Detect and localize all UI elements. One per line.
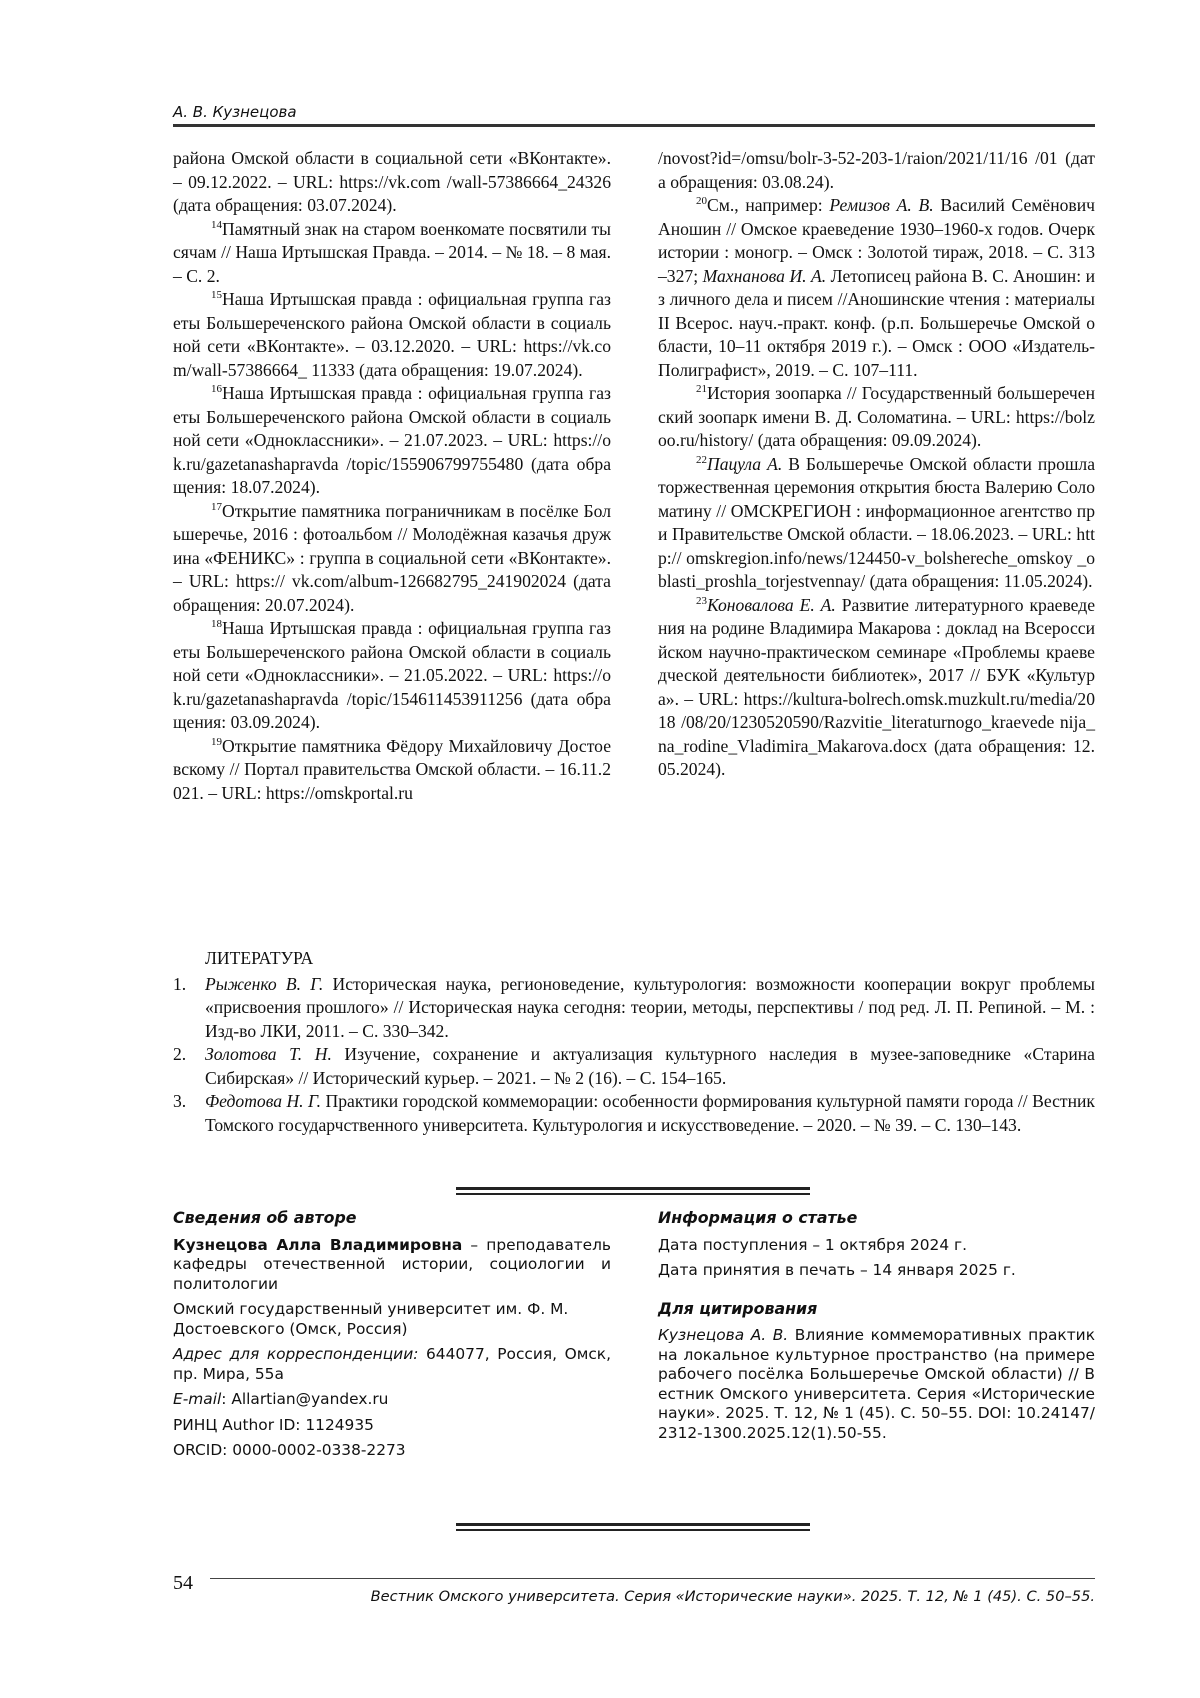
footnote (173, 500, 611, 618)
footnote-text: Открытие памятника Фёдору Михайловичу Достоевскому // Портал правительства Омской области. – 16.11.2021. – URL: https://omskportal.ru (173, 735, 611, 803)
literature-heading: ЛИТЕРАТУРА (205, 948, 314, 968)
footnote-author: Ремизов А. В. (829, 195, 934, 215)
article-info-block (658, 1208, 1095, 1449)
citation-body: Влияние коммеморативных практик на локальное культурное пространство (на примере рабочего посёлка Большеречье Омской области) // Вестник Омского университета. Серия «Исторические науки». 2025. Т. 12, № 1 (45). С. 50–55. DOI: 10.24147/2312-1300.2025.12(1).50-55. (658, 1326, 1095, 1442)
footnote (173, 382, 611, 500)
footnote-number: 18 (211, 618, 222, 631)
footnote-text: Летописец района В. С. Аношин: из личного дела и писем //Аношинские чтения : материалы II Всерос. науч.-практ. конф. (р.п. Большеречье Омской области, 10–11 октября 2019 г.). – Омск : ООО «Издатель-Полиграфист», 2019. – С. 107–111. (658, 265, 1095, 380)
author-university: Омский государственный университет им. Ф. М. Достоевского (Омск, Россия) (173, 1300, 569, 1338)
section-divider-bottom (456, 1523, 810, 1531)
literature-item-text (205, 1090, 1095, 1137)
footnote-text: Василий Семёнович Аношин // Омское краеведение 1930–1960-х годов. Очерк истории : моногр. – Омск : Золотой тираж, 2018. – С. 313–327; (658, 195, 1095, 286)
footnote (658, 382, 1095, 453)
footnote-number: 17 (211, 500, 222, 513)
email-value: : Allartian@yandex.ru (221, 1390, 389, 1408)
author-info-heading: Сведения об авторе (173, 1208, 357, 1227)
footnote (658, 194, 1095, 382)
footnote-number: 14 (211, 218, 222, 231)
literature-item-text (205, 973, 1095, 1044)
footnote-text: Наша Иртышская правда : официальная группа газеты Большереченского района Омской области в социальной сети «Одноклассники». – 21.07.2023. – URL: https://ok.ru/gazetanashapravda /topic/155906799755480 (дата обращения: 18.07.2024). (173, 383, 611, 497)
article-info-heading: Информация о статье (658, 1208, 858, 1227)
footnote (173, 617, 611, 735)
footnote-number: 19 (211, 735, 222, 748)
footnote (173, 218, 611, 289)
literature-item-author: Федотова Н. Г. (205, 1091, 322, 1111)
literature-item-text (205, 1043, 1095, 1090)
footnote-author: Пацула А. (707, 453, 783, 474)
address-label: Адрес для корреспонденции: (173, 1345, 419, 1363)
footnote (173, 735, 611, 806)
footnote-author: Коновалова Е. А. (707, 594, 836, 615)
literature-item-number: 1. (173, 973, 187, 994)
footnote-number: 16 (211, 383, 222, 396)
footnote-text: См., например: (707, 195, 830, 215)
literature-item-body: Историческая наука, регионоведение, культурология: возможности кооперации вокруг проблемы «присвоения прошлого» // Историческая наука сегодня: теории, методы, перспективы / под ред. Л. П. Репиной. – М. : Изд-во ЛКИ, 2011. – С. 330–342. (205, 973, 1096, 1041)
footnote-number: 22 (696, 453, 707, 466)
header-rule (173, 124, 1095, 127)
footnote (173, 288, 611, 382)
footnote (658, 594, 1095, 782)
author-rinc-id: РИНЦ Author ID: 1124935 (173, 1415, 374, 1434)
running-head-author: А. В. Кузнецова (173, 103, 297, 121)
footnote-text: Открытие памятника пограничникам в посёлке Большеречье, 2016 : фотоальбом // Молодёжная казачья дружина «ФЕНИКС» : группа в социальной сети «ВКонтакте». – URL: https:// vk.com/album-126682795_241902024 (дата обращения: 20.07.2024). (173, 500, 611, 615)
citation-text (658, 1326, 1095, 1443)
author-info-block (173, 1208, 611, 1467)
footnote-author: Махнанова И. А. (702, 265, 827, 286)
literature-item-number: 2. (173, 1044, 187, 1064)
footnotes-left-column (173, 147, 611, 805)
footnote-number: 21 (696, 383, 707, 396)
footnote (173, 147, 611, 218)
author-name-position (173, 1236, 611, 1295)
footnote-text: В Большеречье Омской области прошла торжественная церемония открытия бюста Валерию Соломатину // ОМСКРЕГИОН : информационное агентство при Правительстве Омской области. – 18.06.2023. – URL: http:// omskregion.info/news/124450-v_bolshereche_omskoy _oblasti_proshla_torjestvennay/ (дата обращения: 11.05.2024). (658, 453, 1095, 591)
page-number: 54 (173, 1572, 193, 1594)
article-accepted-date: Дата принятия в печать – 14 января 2025 г. (658, 1261, 1016, 1279)
literature-item (173, 1090, 1095, 1137)
footnote (658, 147, 1095, 194)
literature-item-author: Золотова Т. Н. (205, 1044, 332, 1064)
author-name: Кузнецова Алла Владимировна (173, 1235, 463, 1254)
journal-citation-footer: Вестник Омского университета. Серия «Исторические науки». 2025. Т. 12, № 1 (45). С. 50–55. (370, 1588, 1095, 1605)
literature-item-body: Изучение, сохранение и актуализация культурного наследия в музее-заповеднике «Старина Сибирская» // Исторический курьер. – 2021. – № 2 (16). – С. 154–165. (205, 1044, 1095, 1088)
footnote-text: /novost?id=/omsu/bolr-3-52-203-1/raion/2021/11/16 /01 (дата обращения: 03.08.24). (658, 148, 1095, 192)
author-position: – преподаватель кафедры отечественной истории, социологии и политологии (173, 1235, 611, 1293)
footnote-number: 15 (211, 289, 222, 302)
section-divider-top (456, 1187, 810, 1195)
footnote-text: Наша Иртышская правда : официальная группа газеты Большереченского района Омской области в социальной сети «Одноклассники». – 21.05.2022. – URL: https://ok.ru/gazetanashapravda /topic/154611453911256 (дата обращения: 03.09.2024). (173, 618, 611, 732)
author-orcid: ORCID: 0000-0002-0338-2273 (173, 1441, 406, 1459)
footnotes-right-column (658, 147, 1095, 782)
footnote-number: 20 (696, 195, 707, 208)
literature-item (173, 1043, 1095, 1090)
literature-item (173, 973, 1095, 1044)
footnote-text: Развитие литературного краеведения на родине Владимира Макарова : доклад на Всероссийском научно-практическом семинаре «Проблемы краеведческой деятельности библиотек», 2017 // БУК «Культура». – URL: https://kultura-bolrech.omsk.muzkult.ru/media/2018 /08/20/1230520590/Razvitie_literaturnogo_kraevede nija_na_rodine_Vladimira_Makarova.docx (дата обращения: 12.05.2024). (658, 594, 1096, 779)
footnote-number: 23 (696, 594, 707, 607)
article-received-date: Дата поступления – 1 октября 2024 г. (658, 1235, 968, 1254)
footnote-text: Памятный знак на старом военкомате посвятили тысячам // Наша Иртышская Правда. – 2014. – № 18. – 8 мая. – С. 2. (173, 218, 611, 286)
literature-list (173, 973, 1095, 1138)
email-label: E-mail (173, 1390, 222, 1408)
literature-item-number: 3. (173, 1091, 187, 1111)
literature-section (173, 947, 1095, 1137)
literature-item-body: Практики городской коммеморации: особенности формирования культурной памяти города // Вестник Томского государчственного университета. Культурология и искусствоведение. – 2020. – № 39. – С. 130–143. (205, 1091, 1095, 1135)
author-email (173, 1390, 611, 1410)
footnote-text: Наша Иртышская правда : официальная группа газеты Большереченского района Омской области в социальной сети «ВКонтакте». – 03.12.2020. – URL: https://vk.com/wall-57386664_ 11333 (дата обращения: 19.07.2024). (173, 289, 611, 380)
author-address (173, 1345, 611, 1384)
citation-author: Кузнецова А. В. (658, 1326, 789, 1344)
literature-item-author: Рыженко В. Г. (205, 973, 324, 994)
footnote-text: района Омской области в социальной сети «ВКонтакте». – 09.12.2022. – URL: https://vk.com /wall-57386664_24326 (дата обращения: 03.07.2024). (173, 148, 611, 215)
footnote-text: История зоопарка // Государственный большереченский зоопарк имени В. Д. Соломатина. – URL: https://bolzoo.ru/history/ (дата обращения: 09.09.2024). (658, 383, 1095, 450)
footnote (658, 453, 1095, 594)
footer-rule (210, 1578, 1095, 1579)
address-value: 644077, Россия, Омск, пр. Мира, 55а (173, 1345, 611, 1383)
citation-heading: Для цитирования (658, 1298, 818, 1318)
